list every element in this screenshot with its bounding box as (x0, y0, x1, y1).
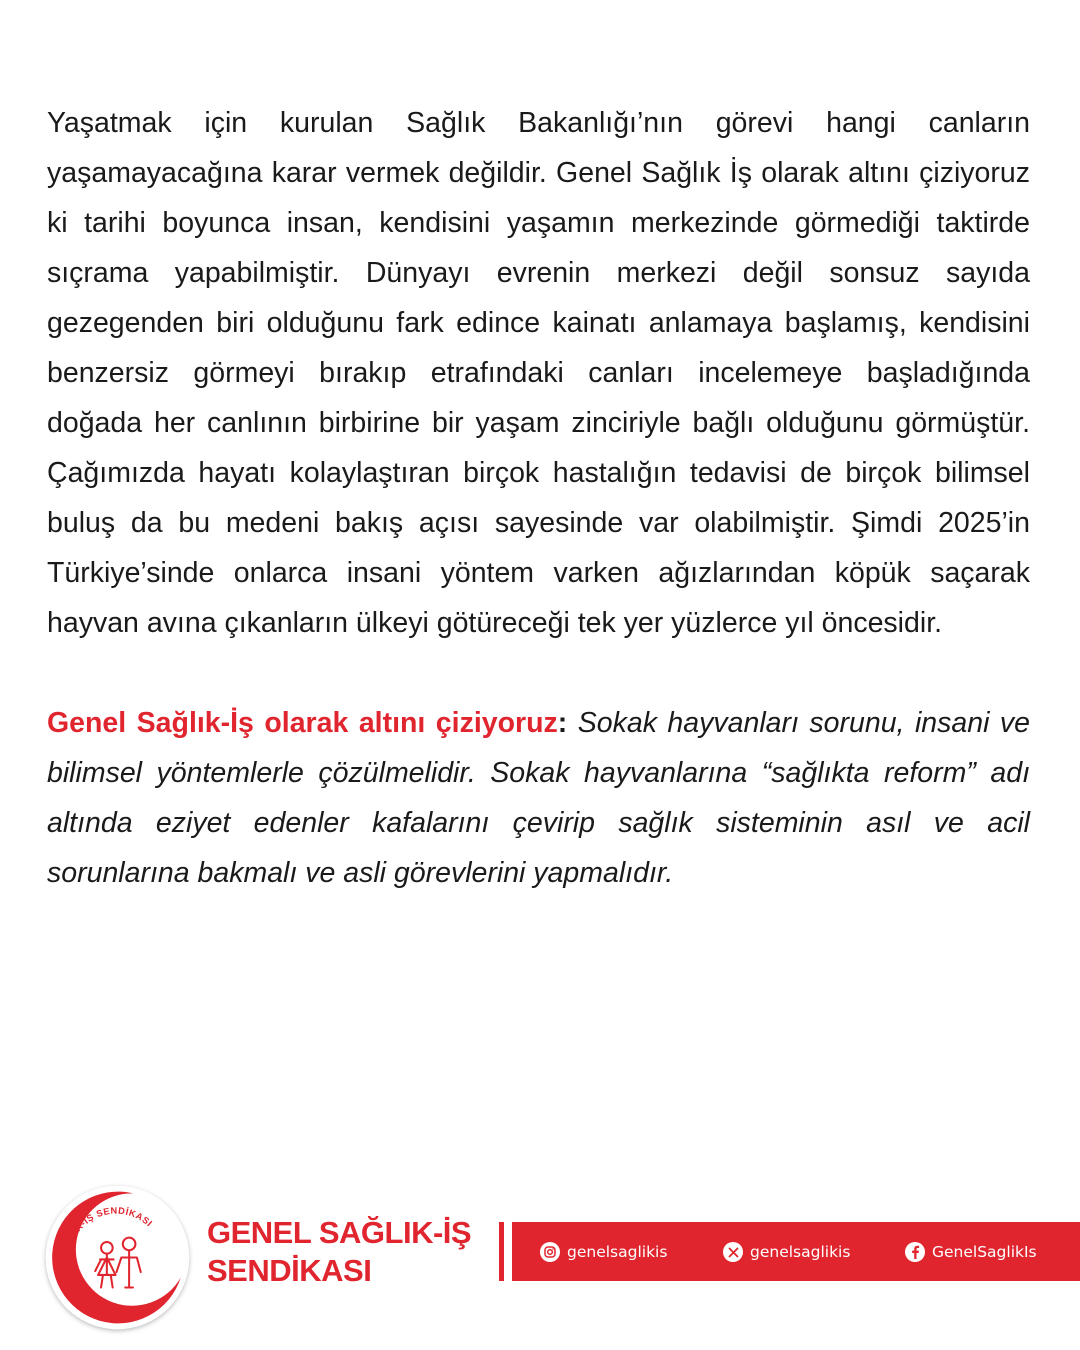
footer-banner (0, 1170, 1080, 1350)
statement-body (47, 98, 1030, 898)
union-demand: Sokak hayvanları sorunu, insani ve bilimsel yöntemlerle çözülmelidir. Sokak hayvanlarına “sağlıkta reform” adı altında eziyet edenler kafalarını çevirip sağlık sisteminin asıl ve acil sorunlarına bakmalı ve asli görevlerini yapmalıdır. (47, 707, 1030, 889)
x-link[interactable] (723, 1240, 850, 1264)
facebook-link[interactable] (905, 1240, 1037, 1264)
union-name (207, 1214, 471, 1290)
x-icon (723, 1242, 743, 1262)
union-logo-icon (40, 1180, 195, 1335)
instagram-link[interactable] (540, 1240, 667, 1264)
statement-paragraph-2 (47, 698, 1030, 898)
instagram-handle: genelsaglikis (567, 1243, 668, 1261)
social-bar (512, 1222, 1080, 1281)
logo-ring-text: GENEL SAĞLIK-İŞ SENDİKASI (61, 1205, 155, 1300)
footer-divider (499, 1222, 504, 1281)
union-name-line-1: GENEL SAĞLIK-İŞ (207, 1215, 472, 1250)
union-emphasis: Genel Sağlık-İş olarak altını çiziyoruz (47, 707, 558, 739)
x-handle: genelsaglikis (750, 1243, 851, 1261)
statement-paragraph-1: Yaşatmak için kurulan Sağlık Bakanlığı’nın görevi hangi canların yaşamayacağına karar vermek değildir. Genel Sağlık İş olarak altını çiziyoruz ki tarihi boyunca insan, kendisini yaşamın merkezinde görmediği taktirde sıçrama yapabilmiştir. Dünyayı evrenin merkezi değil sonsuz sayıda gezegenden biri olduğunu fark edince kainatı anlamaya başlamış, kendisini benzersiz görmeyi bırakıp etrafındaki canları incelemeye başladığında doğada her canlının birbirine bir yaşam zinciriyle bağlı olduğunu görmüştür. Çağımızda hayatı kolaylaştıran birçok hastalığın tedavisi de birçok bilimsel buluş da bu medeni bakış açısı sayesinde var olabilmiştir. Şimdi 2025’in Türkiye’sinde onlarca insani yöntem varken ağızlarından köpük saçarak hayvan avına çıkanların ülkeyi götüreceği tek yer yüzlerce yıl öncesidir. (47, 107, 1030, 639)
instagram-icon (540, 1242, 560, 1262)
union-name-line-2: SENDİKASI (207, 1253, 372, 1288)
emphasis-colon: : (557, 707, 568, 739)
facebook-icon (905, 1242, 925, 1262)
facebook-handle: GenelSaglikIs (932, 1243, 1037, 1261)
